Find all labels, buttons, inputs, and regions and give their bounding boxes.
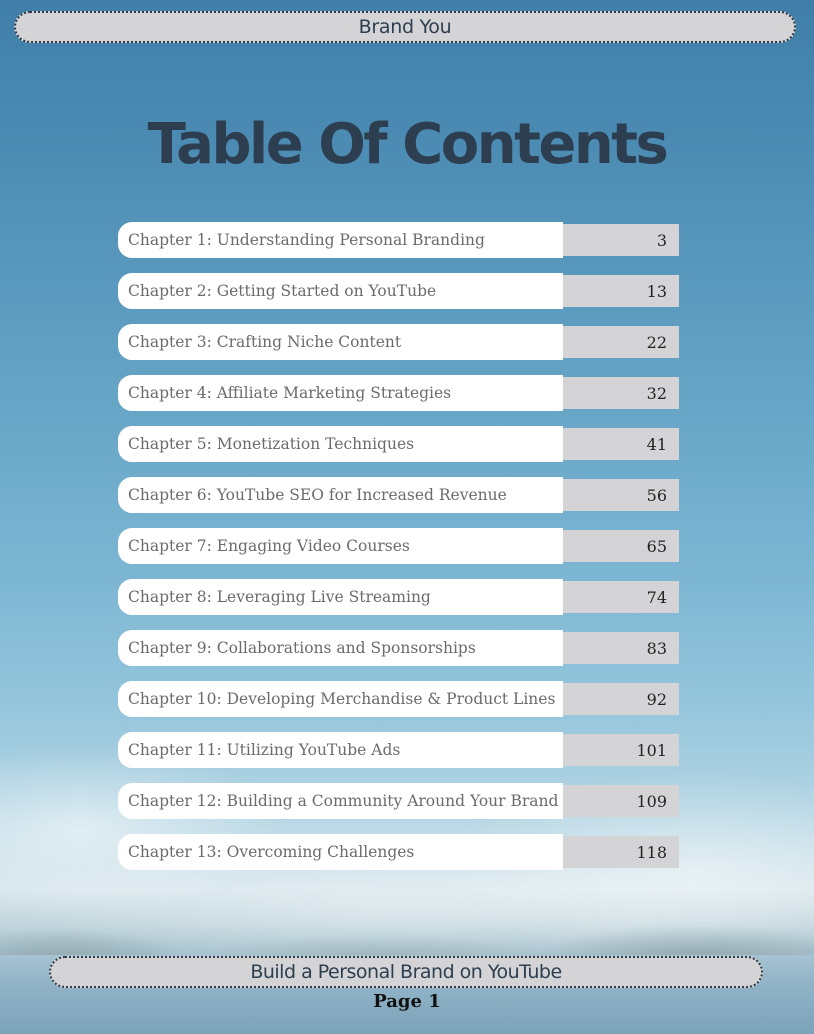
table-of-contents [118,222,679,885]
toc-row[interactable] [118,273,679,309]
toc-row[interactable] [118,426,679,462]
footer-title: Build a Personal Brand on YouTube [250,961,562,983]
chapter-page-number: 13 [563,275,679,307]
chapter-title[interactable]: Chapter 3: Crafting Niche Content [118,324,563,360]
chapter-title[interactable]: Chapter 12: Building a Community Around Your Brand [118,783,563,819]
chapter-page-number: 92 [563,683,679,715]
chapter-page-number: 118 [563,836,679,868]
page-title: Table Of Contents [147,112,667,177]
toc-row[interactable] [118,324,679,360]
chapter-title[interactable]: Chapter 11: Utilizing YouTube Ads [118,732,563,768]
chapter-title[interactable]: Chapter 8: Leveraging Live Streaming [118,579,563,615]
toc-row[interactable] [118,834,679,870]
chapter-page-number: 56 [563,479,679,511]
toc-row[interactable] [118,579,679,615]
header-bar [14,11,796,43]
chapter-title[interactable]: Chapter 13: Overcoming Challenges [118,834,563,870]
chapter-title[interactable]: Chapter 1: Understanding Personal Branding [118,222,563,258]
toc-row[interactable] [118,681,679,717]
chapter-page-number: 83 [563,632,679,664]
chapter-page-number: 65 [563,530,679,562]
chapter-title[interactable]: Chapter 6: YouTube SEO for Increased Revenue [118,477,563,513]
toc-row[interactable] [118,783,679,819]
toc-row[interactable] [118,222,679,258]
chapter-page-number: 41 [563,428,679,460]
background-hills [0,900,814,960]
chapter-title[interactable]: Chapter 5: Monetization Techniques [118,426,563,462]
toc-row[interactable] [118,477,679,513]
toc-row[interactable] [118,375,679,411]
chapter-page-number: 109 [563,785,679,817]
chapter-title[interactable]: Chapter 2: Getting Started on YouTube [118,273,563,309]
chapter-title[interactable]: Chapter 9: Collaborations and Sponsorships [118,630,563,666]
chapter-page-number: 32 [563,377,679,409]
page-number: Page 1 [373,991,441,1012]
chapter-page-number: 3 [563,224,679,256]
chapter-page-number: 22 [563,326,679,358]
toc-row[interactable] [118,630,679,666]
toc-row[interactable] [118,732,679,768]
header-title: Brand You [358,16,452,38]
chapter-title[interactable]: Chapter 7: Engaging Video Courses [118,528,563,564]
footer-bar [49,956,763,988]
chapter-title[interactable]: Chapter 4: Affiliate Marketing Strategies [118,375,563,411]
chapter-title[interactable]: Chapter 10: Developing Merchandise & Product Lines [118,681,563,717]
toc-row[interactable] [118,528,679,564]
chapter-page-number: 101 [563,734,679,766]
chapter-page-number: 74 [563,581,679,613]
